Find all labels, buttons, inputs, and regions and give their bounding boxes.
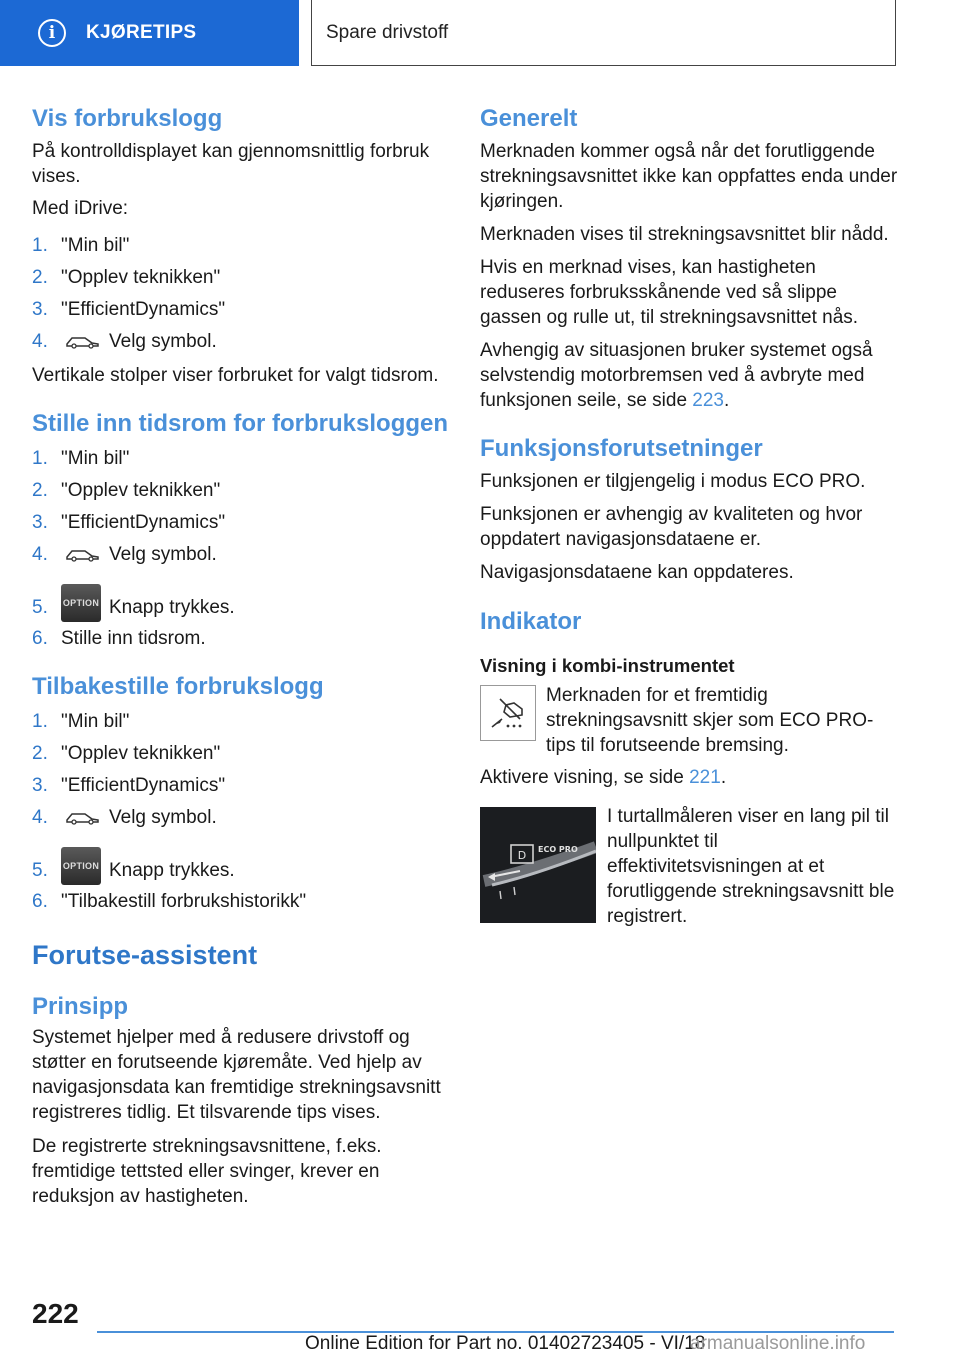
heading-generelt: Generelt [480,105,578,132]
watermark: armanualsonline.info [690,1333,866,1354]
list-item: 4. Velg symbol. [32,806,217,828]
funksjon-text-2: Funksjonen er avhengig av kvaliteten og hvor oppdatert navigasjonsdataene er. [480,504,863,550]
heading-tilbakestille: Tilbakestille forbrukslogg [32,673,324,700]
list-item: 1. "Min bil" [32,710,130,732]
list-item: 4. Velg symbol. [32,543,217,565]
list-item: 4. Velg symbol. [32,330,217,352]
gauge-row [480,807,900,929]
funksjon-text-1: Funksjonen er tilgjengelig i modus ECO PRO. [480,471,866,492]
prinsipp-text: Systemet hjelper med å redusere drivstoff og støtter en forutseende kjøremåte. Ved hjelp av navigasjonsdata kan fremtidige strekningsavsnitt registreres tidlig. Et tilsvarende tips vises. [32,1027,441,1123]
info-icon: i [38,19,66,47]
page-link-223[interactable]: 223 [692,390,724,411]
list-item: 6. Stille inn tidsrom. [32,627,206,649]
left-column [32,100,452,1209]
car-icon [65,546,101,562]
indicator-row [480,683,900,758]
vis-intro: På kontrolldisplayet kan gjennomsnittlig forbruk vises. [32,141,430,187]
page-link-221[interactable]: 221 [689,767,721,788]
generelt-text-4: Avhengig av situasjonen bruker systemet også selvstendig motorbremsen ved å avbryte med funksjonen seile, se side 223. [480,340,873,411]
rev-counter-icon [480,807,596,923]
rev-counter-photo [480,807,596,923]
stille-steps [32,442,452,654]
chapter-tab [0,0,299,66]
option-button-icon: OPTION [61,847,101,885]
heading-funksjonsforutsetninger: Funksjonsforutsetninger [480,435,763,462]
section-header [311,0,896,66]
generelt-text-2: Merknaden vises til strekningsavsnittet blir nådd. [480,224,889,245]
car-icon [65,809,101,825]
right-column [480,100,900,929]
list-item: 3. "EfficientDynamics" [32,774,226,796]
heading-indikator: Indikator [480,608,582,635]
heading-prinsipp: Prinsipp [32,993,129,1020]
vis-idrive: Med iDrive: [32,198,129,219]
indikator-text-2: Aktivere visning, se side 221. [480,767,727,788]
tilbake-steps [32,705,452,917]
list-item: 5. OPTION Knapp trykkes. [32,570,452,622]
list-item: 1. "Min bil" [32,234,130,256]
generelt-text-1: Merknaden kommer også når det forutliggende strekningsavsnittet ikke kan oppfattes enda under kjøringen. [480,141,898,212]
heading-stille-inn: Stille inn tidsrom for forbruksloggen [32,410,449,437]
option-button-icon: OPTION [61,584,101,622]
list-item: 2. "Opplev teknikken" [32,742,221,764]
prinsipp-text-2: De registrerte strekningsavsnittene, f.eks. fremtidige tettsted eller svinger, krever en reduksjon av hastigheten. [32,1136,382,1207]
edition-text: Online Edition for Part no. 01402723405 - VI/18 [305,1333,706,1354]
heading-vis-forbrukslogg: Vis forbrukslogg [32,105,223,132]
vis-steps [32,229,452,357]
chapter-label: KJØRETIPS [86,22,197,43]
indikator-text-3: I turtallmåleren viser en lang pil til nullpunktet til effektivitetsvisningen at et forutliggende strekningsavsnitt ble registrert. [607,806,895,927]
list-item: 3. "EfficientDynamics" [32,511,226,533]
eco-pro-tip-symbol [480,685,536,741]
list-item: 3. "EfficientDynamics" [32,298,226,320]
vis-note: Vertikale stolper viser forbruket for valgt tidsrom. [32,365,439,386]
generelt-text-3: Hvis en merknad vises, kan hastigheten reduseres forbruksskånende ved så slippe gassen og rulle ut, til strekningsavsnittet nås. [480,257,859,328]
car-icon [65,333,101,349]
svg-text:ECO PRO: ECO PRO [538,845,578,854]
list-item: 2. "Opplev teknikken" [32,479,221,501]
coasting-car-icon [488,695,528,731]
list-item: 5. OPTION Knapp trykkes. [32,833,452,885]
page-header [0,0,960,66]
indikator-text-1: Merknaden for et fremtidig strekningsavsnitt skjer som ECO PRO-tips til forutseende bremsing. [546,685,874,756]
heading-visning-kombi: Visning i kombi-instrumentet [480,655,735,676]
list-item: 1. "Min bil" [32,447,130,469]
heading-forutse-assistent: Forutse-assistent [32,940,258,970]
section-title: Spare drivstoff [326,21,449,43]
funksjon-text-3: Navigasjonsdataene kan oppdateres. [480,562,794,583]
list-item: 2. "Opplev teknikken" [32,266,221,288]
page-number: 222 [32,1298,79,1329]
svg-text:D: D [517,849,527,862]
list-item: 6. "Tilbakestill forbrukshistorikk" [32,890,307,912]
